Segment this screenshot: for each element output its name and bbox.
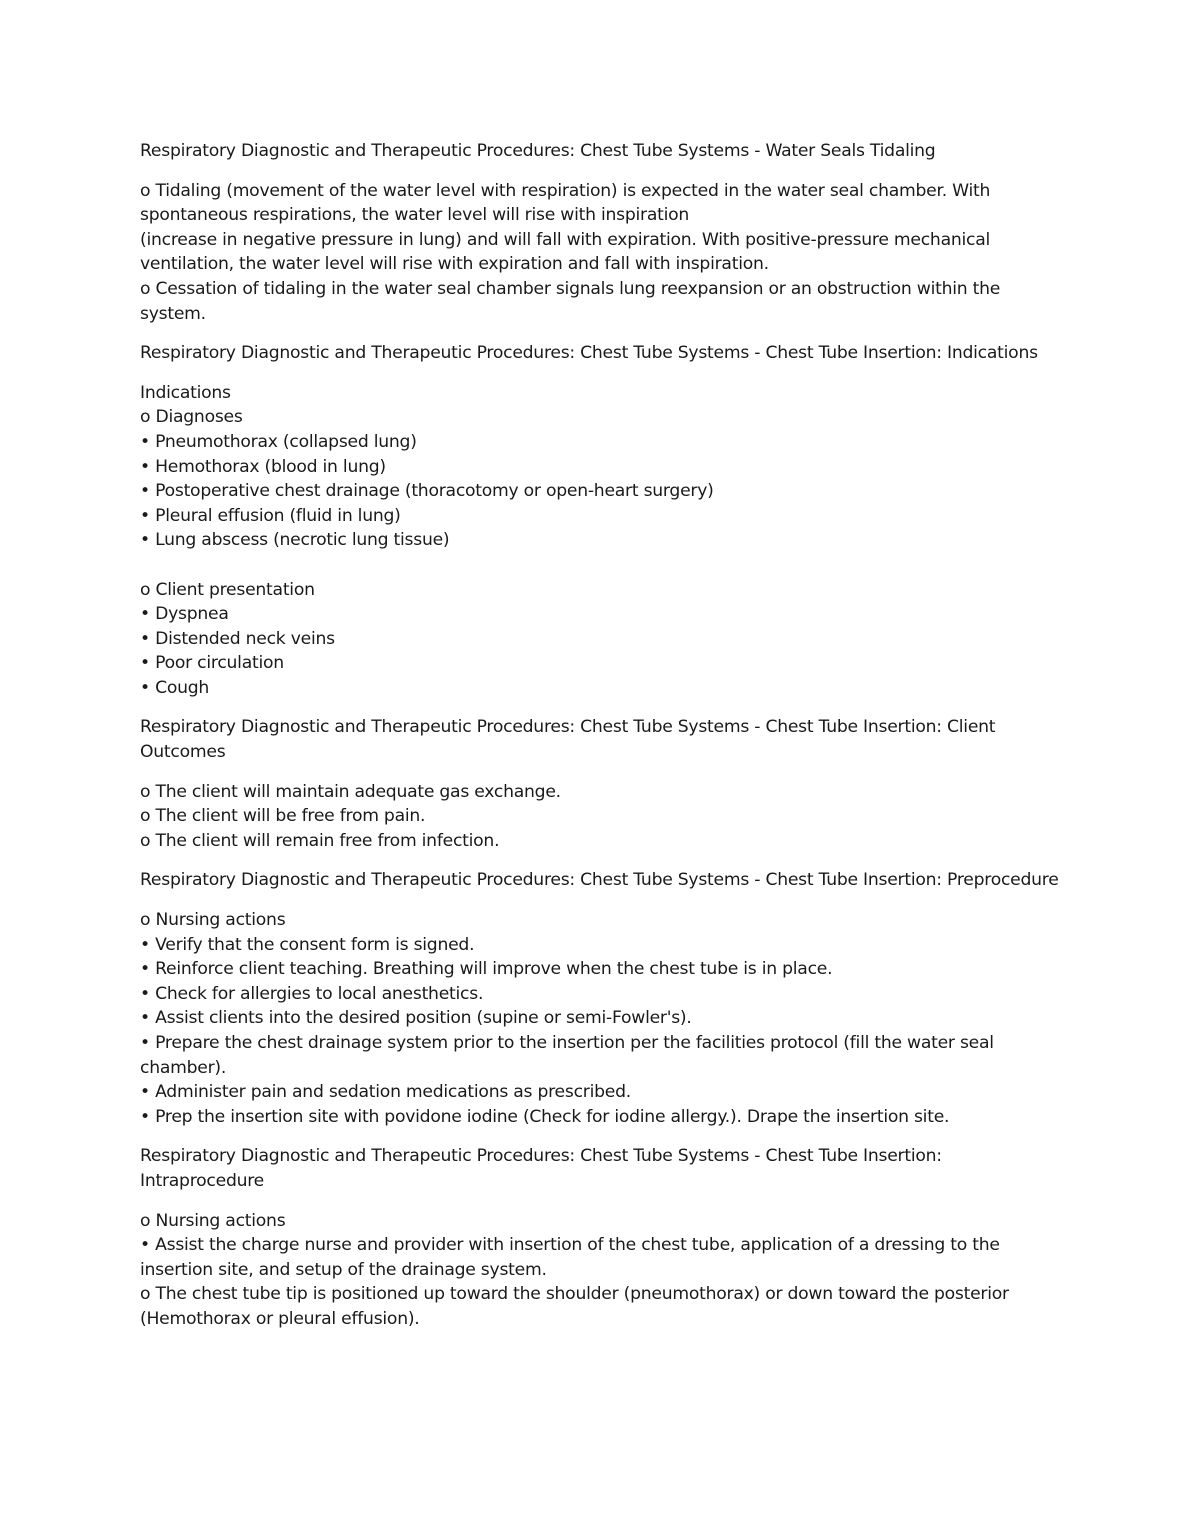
list-item: • Distended neck veins [140,628,335,649]
section-body-preprocedure [140,908,1060,1129]
section-heading-preprocedure: Respiratory Diagnostic and Therapeutic Procedures: Chest Tube Systems - Chest Tube Insertion: Preprocedure [140,870,1059,891]
list-item: o The chest tube tip is positioned up toward the shoulder (pneumothorax) or down toward the posterior (Hemothorax or pleural effusion). [140,1284,1009,1329]
list-item: • Dyspnea [140,604,229,625]
list-item: • Verify that the consent form is signed. [140,934,475,955]
list-item: • Check for allergies to local anesthetics. [140,983,484,1004]
body-line: o Nursing actions [140,910,286,931]
list-item: • Assist clients into the desired position (supine or semi-Fowler's). [140,1008,692,1029]
body-line: o Diagnoses [140,407,243,428]
body-line: o Tidaling (movement of the water level with respiration) is expected in the water seal chamber. With spontaneous respirations, the water level will rise with inspiration [140,180,991,226]
list-item: o The client will maintain adequate gas exchange. [140,781,561,802]
list-item: o The client will remain free from infection. [140,830,500,851]
list-item: • Poor circulation [140,653,284,674]
list-item: • Lung abscess (necrotic lung tissue) [140,530,450,551]
section-heading-water-seals-tidaling: Respiratory Diagnostic and Therapeutic Procedures: Chest Tube Systems - Water Seals Tidaling [140,141,936,161]
body-line: Indications [140,382,231,403]
body-line: o Nursing actions [140,1210,286,1231]
section-body-intraprocedure [140,1209,1060,1332]
list-item: • Prep the insertion site with povidone iodine (Check for iodine allergy.). Drape the insertion site. [140,1106,950,1127]
section-heading-client-outcomes: Respiratory Diagnostic and Therapeutic Procedures: Chest Tube Systems - Chest Tube Insertion: Client Outcomes [140,717,996,763]
section-body-indications [140,381,1060,701]
list-item: • Pleural effusion (fluid in lung) [140,505,401,526]
list-item: • Postoperative chest drainage (thoracotomy or open-heart surgery) [140,481,714,502]
body-line: (increase in negative pressure in lung) and will fall with expiration. With positive-pressure mechanical ventilation, the water level will rise with expiration and fall with inspiration. [140,229,991,275]
list-item: • Assist the charge nurse and provider with insertion of the chest tube, application of a dressing to the insertion site, and setup of the drainage system. [140,1235,1000,1280]
list-item: • Prepare the chest drainage system prior to the insertion per the facilities protocol (fill the water seal chamber). [140,1033,994,1078]
list-item: • Pneumothorax (collapsed lung) [140,431,417,452]
section-heading-intraprocedure: Respiratory Diagnostic and Therapeutic Procedures: Chest Tube Systems - Chest Tube Insertion: Intraprocedure [140,1146,942,1191]
body-line: o Client presentation [140,579,315,600]
section-heading-indications: Respiratory Diagnostic and Therapeutic Procedures: Chest Tube Systems - Chest Tube Insertion: Indications [140,343,1038,364]
document-page [140,139,1060,1347]
list-item: • Administer pain and sedation medications as prescribed. [140,1082,631,1103]
blank-line [140,553,1060,578]
body-line: o Cessation of tidaling in the water seal chamber signals lung reexpansion or an obstruction within the system. [140,278,1001,324]
section-body-client-outcomes [140,780,1060,854]
section-body-water-seals-tidaling [140,179,1060,327]
list-item: • Cough [140,677,210,698]
list-item: • Reinforce client teaching. Breathing will improve when the chest tube is in place. [140,959,833,980]
list-item: o The client will be free from pain. [140,806,426,827]
list-item: • Hemothorax (blood in lung) [140,456,386,477]
